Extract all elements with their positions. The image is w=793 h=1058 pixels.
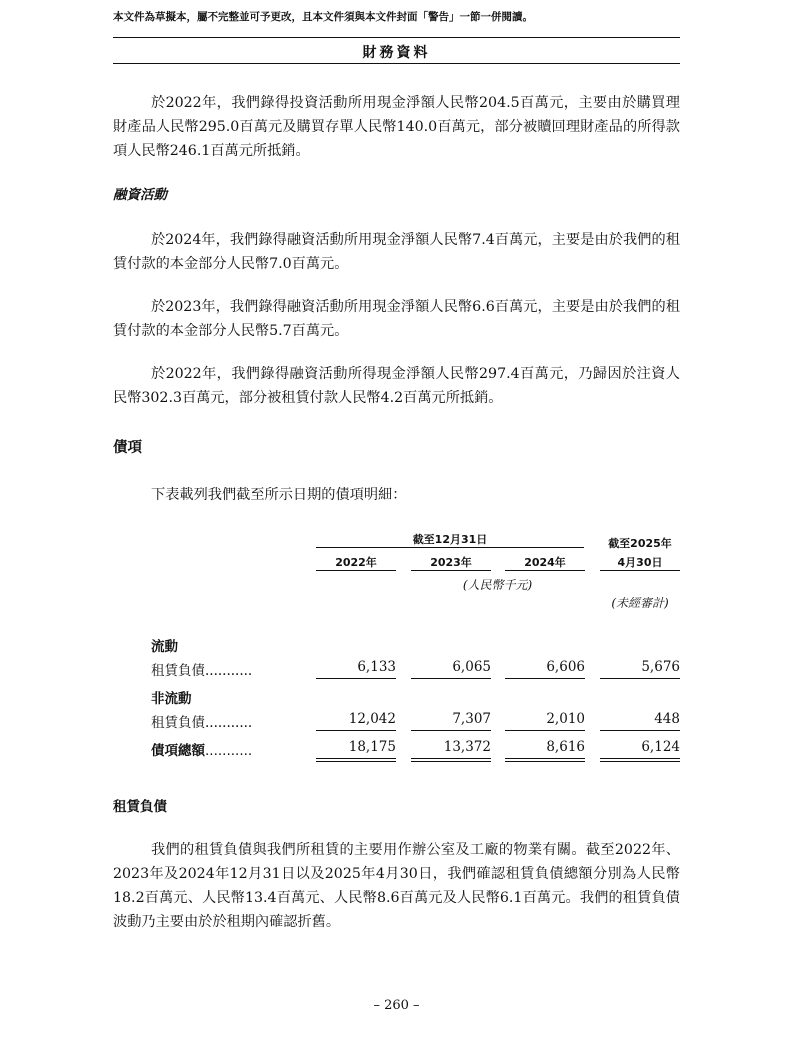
header-bottom-rule: [113, 63, 680, 64]
row-label-text: 租賃負債: [151, 663, 205, 679]
row-rule: [505, 730, 585, 731]
page-number: – 260 –: [373, 998, 420, 1013]
row-rule: [316, 730, 396, 731]
paragraph-financing-2022: 於2022年，我們錄得融資活動所得現金淨額人民幣297.4百萬元，乃歸因於注資人民幣302.3百萬元，部分被租賃付款人民幣4.2百萬元所抵銷。: [113, 366, 680, 406]
last-column-header-line2: 4月30日: [617, 556, 663, 569]
financing-activities-heading: 融資活動: [113, 187, 167, 203]
total-cell: 8,616: [546, 739, 585, 755]
table-row-label: [151, 659, 252, 679]
row-leader-dots: ...........: [205, 663, 253, 679]
row-rule: [600, 730, 680, 731]
unaudited-note: (未經審計): [611, 596, 669, 610]
draft-disclaimer: 本文件為草擬本，屬不完整並可予更改，且本文件須與本文件封面「警告」一節一併閱讀。: [113, 11, 533, 23]
column-rule-2022: [316, 570, 396, 571]
total-double-rule: [316, 758, 396, 762]
column-header-2023: 2023年: [430, 556, 472, 569]
paragraph-investing-2022: 於2022年，我們錄得投資活動所用現金淨額人民幣204.5百萬元，主要由於購買理財產品人民幣295.0百萬元及購買存單人民幣140.0百萬元，部分被贖回理財產品的所得款項人民幣246.1百萬元所抵銷。: [113, 95, 680, 159]
column-rule-2023: [411, 570, 491, 571]
table-cell: 5,676: [641, 659, 680, 675]
row-leader-dots: ...........: [205, 743, 253, 759]
total-cell: 18,175: [348, 739, 396, 755]
column-header-2024: 2024年: [524, 556, 566, 569]
total-cell: 6,124: [641, 739, 680, 755]
row-rule: [600, 678, 680, 679]
total-double-rule: [505, 758, 585, 762]
table-group-header: 截至12月31日: [412, 533, 488, 546]
current-label: 流動: [151, 639, 178, 655]
group-header-rule: [316, 547, 584, 548]
table-cell: 12,042: [348, 711, 396, 727]
table-cell: 6,606: [546, 659, 585, 675]
row-rule: [411, 678, 491, 679]
noncurrent-label: 非流動: [151, 691, 192, 707]
table-cell: 448: [654, 711, 680, 727]
indebtedness-heading: 債項: [113, 440, 142, 456]
paragraph-financing-2023: 於2023年，我們錄得融資活動所用現金淨額人民幣6.6百萬元，主要是由於我們的租賃付款的本金部分人民幣5.7百萬元。: [113, 299, 680, 339]
table-cell: 6,065: [452, 659, 491, 675]
total-double-rule: [600, 758, 680, 762]
table-cell: 6,133: [357, 659, 396, 675]
row-label-text: 債項總額: [151, 743, 205, 759]
lease-liabilities-heading: 租賃負債: [113, 799, 167, 815]
row-rule: [505, 678, 585, 679]
paragraph-financing-2024: 於2024年，我們錄得融資活動所用現金淨額人民幣7.4百萬元，主要是由於我們的租賃付款的本金部分人民幣7.0百萬元。: [113, 232, 680, 272]
row-rule: [316, 678, 396, 679]
header-top-rule: [113, 37, 680, 38]
last-column-header-line1: 截至2025年: [608, 537, 672, 550]
column-rule-2025: [600, 570, 680, 571]
total-row-label: [151, 739, 252, 759]
total-double-rule: [411, 758, 491, 762]
indebtedness-intro: 下表載列我們截至所示日期的債項明細：: [151, 487, 407, 503]
column-rule-2024: [505, 570, 585, 571]
unit-note: (人民幣千元): [462, 578, 533, 592]
table-cell: 7,307: [452, 711, 491, 727]
total-cell: 13,372: [443, 739, 491, 755]
paragraph-lease-liabilities: 我們的租賃負債與我們所租賃的主要用作辦公室及工廠的物業有關。截至2022年、2023年及2024年12月31日以及2025年4月30日，我們確認租賃負債總額分別為人民幣18.2百萬元、人民幣13.4百萬元、人民幣8.6百萬元及人民幣6.1百萬元。我們的租賃負債波動乃主要由於於租期內確認折舊。: [113, 842, 680, 930]
table-cell: 2,010: [546, 711, 585, 727]
row-label-text: 租賃負債: [151, 715, 205, 731]
table-row-label: [151, 711, 252, 731]
section-title: 財務資料: [362, 45, 431, 61]
column-header-2022: 2022年: [335, 556, 377, 569]
row-leader-dots: ...........: [205, 715, 253, 731]
row-rule: [411, 730, 491, 731]
